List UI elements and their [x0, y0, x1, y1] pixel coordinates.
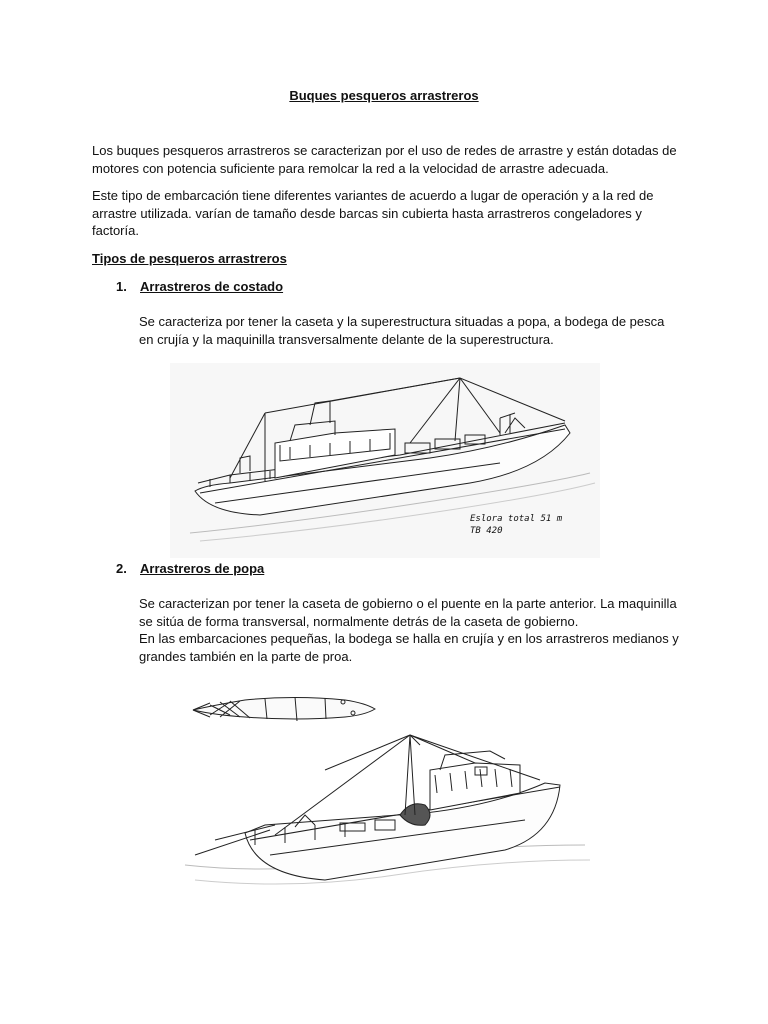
section-1-label: Arrastreros de costado — [140, 279, 284, 294]
section-1-heading — [116, 279, 283, 294]
stern-trawler-drawing — [175, 675, 595, 910]
section-1-text: Se caracteriza por tener la caseta y la superestructura situadas a popa, a bodega de pesca en crujía y la maquinilla transversalmente delante de la superestructura. — [139, 314, 665, 347]
section-2-text-1: Se caracterizan por tener la caseta de gobierno o el puente en la parte anterior. La maquinilla se sitúa de forma transversal, normalmente detrás de la caseta de gobierno. — [139, 596, 677, 629]
section-2-number: 2. — [116, 561, 127, 576]
section-2-label: Arrastreros de popa — [140, 561, 265, 576]
intro-paragraph-2: Este tipo de embarcación tiene diferentes variantes de acuerdo a lugar de operación y a la red de arrastre utilizada. varían de tamaño desde barcas sin cubierta hasta arrastreros congeladores y factoría. — [92, 188, 654, 238]
side-trawler-illustration — [170, 363, 600, 558]
stern-trawler-illustration — [175, 675, 595, 910]
figure-caption-code: TB 420 — [470, 526, 503, 536]
section-2-heading — [116, 561, 264, 576]
side-trawler-drawing — [170, 363, 600, 558]
types-heading: Tipos de pesqueros arrastreros — [92, 251, 287, 266]
intro-paragraph-1: Los buques pesqueros arrastreros se caracterizan por el uso de redes de arrastre y están dotadas de motores con potencia suficiente para remolcar la red a la velocidad de arrastre adecuada. — [92, 143, 677, 176]
section-2-text-2: En las embarcaciones pequeñas, la bodega se halla en crujía y en los arrastreros medianos y grandes también en la parte de proa. — [139, 631, 679, 664]
figure-caption-length: Eslora total 51 m — [470, 514, 563, 524]
document-title: Buques pesqueros arrastreros — [289, 88, 479, 103]
section-1-number: 1. — [116, 279, 127, 294]
